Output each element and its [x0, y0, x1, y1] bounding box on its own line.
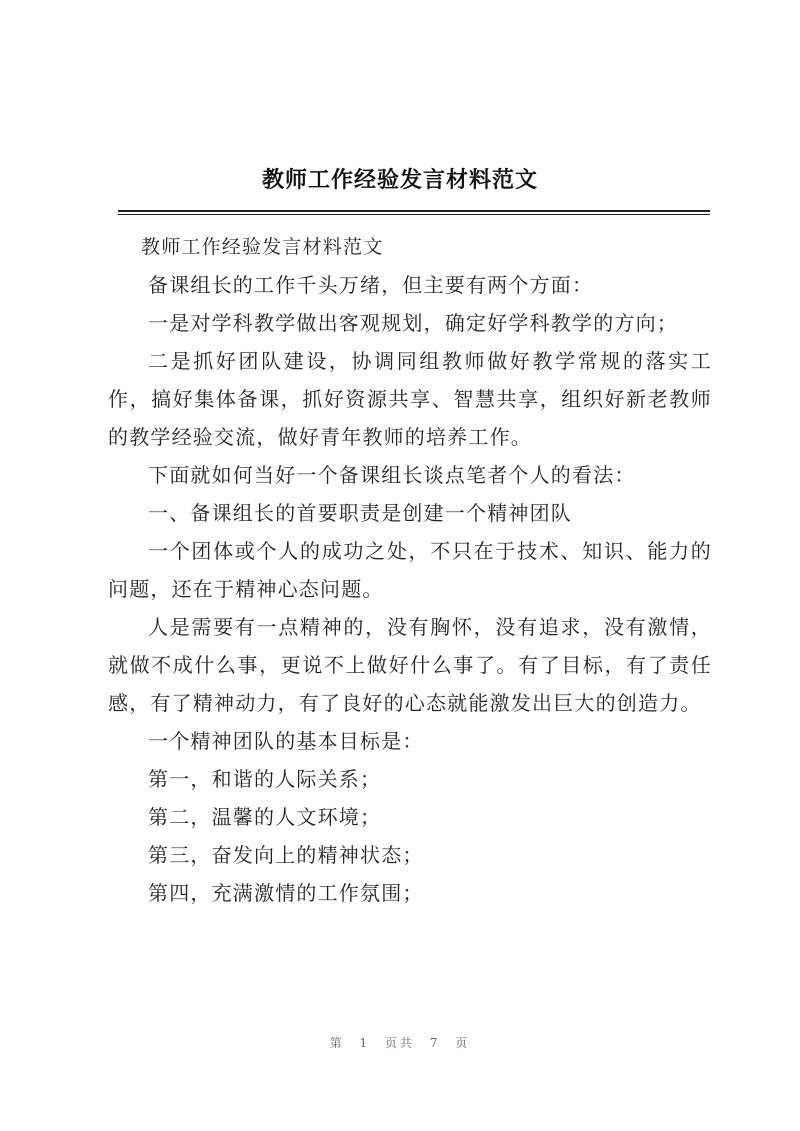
paragraph: 二是抓好团队建设，协调同组教师做好教学常规的落实工作，搞好集体备课，抓好资源共享、智慧共享，组织好新老教师的教学经验交流，做好青年教师的培养工作。: [108, 349, 712, 449]
footer-total-pages: 7: [429, 1036, 441, 1050]
paragraph: 人是需要有一点精神的，没有胸怀，没有追求，没有激情，就做不成什么事，更说不上做好什么事了。有了目标，有了责任感，有了精神动力，有了良好的心态就能激发出巨大的创造力。: [108, 615, 712, 715]
paragraph: 一是对学科教学做出客观规划，确定好学科教学的方向；: [148, 311, 678, 335]
document-title: 教师工作经验发言材料范文: [261, 167, 538, 193]
list-item: 第四，充满激情的工作氛围；: [148, 881, 424, 905]
section-heading: 一、备课组长的首要职责是创建一个精神团队: [148, 501, 572, 525]
list-item: 第二，温馨的人文环境；: [148, 805, 382, 829]
footer-current-page: 1: [359, 1036, 371, 1050]
footer-middle: 页共: [384, 1036, 415, 1050]
page-footer: [0, 1034, 800, 1051]
footer-prefix: 第: [329, 1036, 345, 1050]
footer-suffix: 页: [455, 1036, 471, 1050]
paragraph: 一个团体或个人的成功之处，不只在于技术、知识、能力的问题，还在于精神心态问题。: [108, 539, 712, 601]
title-rule-thin: [118, 214, 710, 215]
paragraph: 备课组长的工作千头万绪，但主要有两个方面：: [148, 273, 594, 297]
list-item: 第三，奋发向上的精神状态；: [148, 843, 424, 867]
paragraph: 教师工作经验发言材料范文: [141, 236, 384, 258]
paragraph: 下面就如何当好一个备课组长谈点笔者个人的看法：: [148, 463, 636, 487]
title-rule-thick: [118, 210, 710, 212]
list-item: 第一，和谐的人际关系；: [148, 767, 382, 791]
document-body: [108, 228, 712, 912]
paragraph: 一个精神团队的基本目标是：: [148, 729, 424, 753]
